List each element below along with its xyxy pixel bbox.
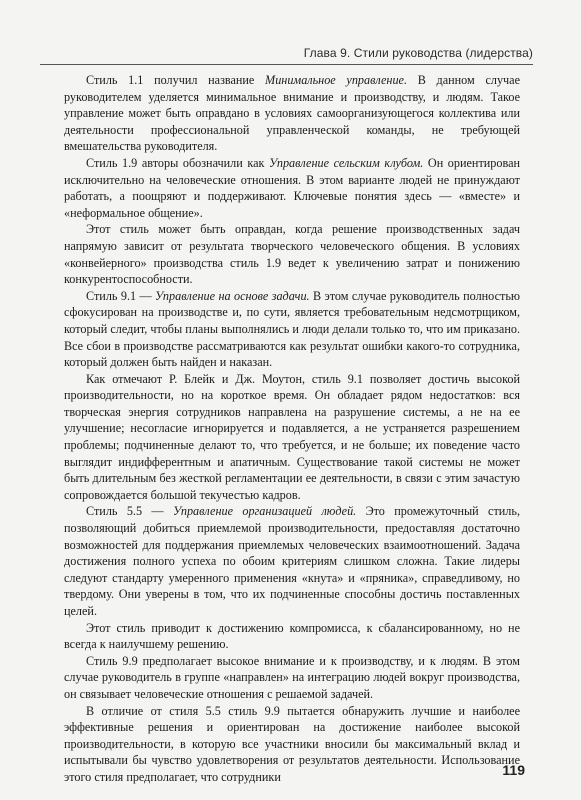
paragraph: Стиль 9.9 предполагает высокое внимание и к производству, и к людям. В этом случае руководитель в группе «направлен» на интеграцию людей вокруг производства, он связывает человеческие отношения с решаемой задачей. <box>64 653 520 701</box>
paragraph: В отличие от стиля 5.5 стиль 9.9 пытается обнаружить лучшие и наиболее эффективные решения и ориентирован на достижение наиболее высокой производительности, в которую все участники вносили бы максимальный вклад и испытывали бы чувство удовлетворения от результатов деятельности. Использование этого стиля предполагает, что сотрудники <box>64 703 520 784</box>
chapter-title: Глава 9. Стили руководства (лидерства) <box>303 46 533 60</box>
paragraph: Стиль 9.1 — Управление на основе задачи. В этом случае руководитель полностью сфокусирован на производстве и, по сути, является требовательным недсмотрщиком, который следит, чтобы планы выполнялись и люди делали только то, что им приказано. Все сбои в производстве рассматриваются как результат ошибки какого-то сотрудника, который должен быть найден и наказан. <box>64 288 520 370</box>
running-header <box>40 20 533 80</box>
paragraph: Этот стиль может быть оправдан, когда решение производственных задач напрямую зависит от результата творческого человеческого общения. В условиях «конвейерного» производства стиль 1.9 ведет к увеличению затрат и понижению конкурентоспособности. <box>64 222 520 287</box>
page-number: 119 <box>502 762 525 778</box>
body-text <box>64 72 520 786</box>
paragraph: Стиль 5.5 — Управление организацией людей. Это промежуточный стиль, позволяющий добиться приемлемой производительности, предоставляя достаточно возможностей для поддержания приемлемых человеческих взаимоотношений. Задача достижения полного успеха по обоим критериям слишком сложна. Такие лидеры следуют стандарту умеренного применения «кнута» и «пряника», справедливому, но твердому. Они уверены в том, что их подчиненные способны достичь поставленных целей. <box>64 504 520 618</box>
paragraph: Этот стиль приводит к достижению компромисса, к сбалансированному, но не всегда к наилучшему решению. <box>64 620 520 652</box>
paragraph: Стиль 1.9 авторы обозначили как Управление сельским клубом. Он ориентирован исключительно на человеческие отношения. В этом варианте людей не принуждают работать, а поощряют и поддерживают. Ключевые понятия здесь — «вместе» и «неформальное общение». <box>64 155 521 220</box>
paragraph: Как отмечают Р. Блейк и Дж. Моутон, стиль 9.1 позволяет достичь высокой производительности, но на короткое время. Он обладает рядом недостатков: вся творческая энергия сотрудников направлена на разрушение системы, а не на ее улучшение; несогласие игнорируется и подавляется, а не устраняется разрешением проблемы; подчиненные делают то, что требуется, и не больше; их поведение часто выглядит индифферентным и апатичным. Существование такой системы не может быть длительным без жесткой регламентации ее деятельности, в связи с этим зачастую сопровождается большой текучестью кадров. <box>64 371 520 502</box>
header-rule <box>40 64 533 65</box>
paragraph: Стиль 1.1 получил название Минимальное управление. В данном случае руководителем уделяется минимальное внимание и производству, и людям. Такое управление может быть оправдано в условиях самоорганизующегося коллектива или деятельности профессиональной управленческой команды, не требующей вмешательства руководителя. <box>64 73 520 154</box>
